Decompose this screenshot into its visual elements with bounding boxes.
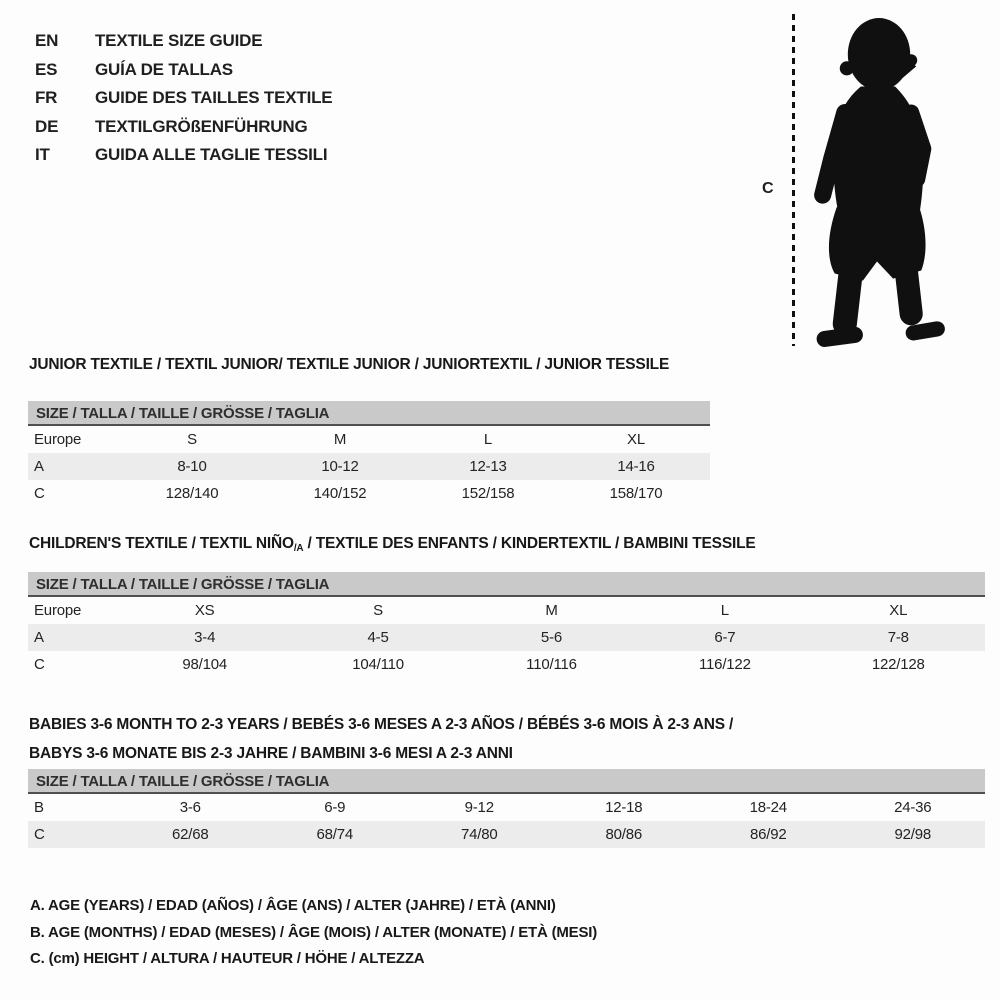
size-cell: 86/92 <box>696 821 841 848</box>
size-cell: XL <box>627 431 645 448</box>
babies-section-title <box>29 710 829 768</box>
children-size-table <box>28 572 985 678</box>
footnotes <box>30 893 597 973</box>
junior-section-title: JUNIOR TEXTILE / TEXTIL JUNIOR/ TEXTILE JUNIOR / JUNIORTEXTIL / JUNIOR TESSILE <box>29 356 670 373</box>
size-cell: 62/68 <box>118 821 263 848</box>
children-table <box>28 597 985 678</box>
language-code-en: EN <box>35 31 59 50</box>
children-title-rest: / TEXTILE DES ENFANTS / KINDERTEXTIL / BAMBINI TESSILE <box>303 535 756 552</box>
children-section-title <box>29 535 755 555</box>
size-cell: 12-13 <box>414 453 562 480</box>
babies-row-height <box>28 821 985 848</box>
guide-title-fr: GUIDE DES TAILLES TEXTILE <box>95 88 333 107</box>
size-cell: S <box>187 431 197 448</box>
babies-row-age <box>28 794 985 821</box>
row-label: A <box>28 624 118 651</box>
guide-title-it: GUIDA ALLE TAGLIE TESSILI <box>95 145 328 164</box>
row-label: Europe <box>34 431 82 448</box>
size-cell: 128/140 <box>165 485 219 502</box>
junior-table <box>28 426 710 507</box>
size-cell: 5-6 <box>465 624 638 651</box>
junior-row-europe <box>28 426 710 453</box>
size-cell: 4-5 <box>291 624 464 651</box>
footnote-c: C. (cm) HEIGHT / ALTURA / HAUTEUR / HÖHE / ALTEZZA <box>30 950 425 967</box>
junior-row-age <box>28 453 710 480</box>
size-cell: 14-16 <box>562 453 710 480</box>
size-cell: M <box>545 602 558 619</box>
row-label: A <box>28 453 118 480</box>
junior-size-table <box>28 401 710 507</box>
size-cell: 158/170 <box>609 485 663 502</box>
language-code-es: ES <box>35 59 58 79</box>
height-measure-label: C <box>762 180 774 197</box>
height-dashed-line <box>792 14 795 346</box>
size-cell: 122/128 <box>871 656 925 673</box>
size-cell: 6-9 <box>324 799 346 816</box>
size-cell: 104/110 <box>352 656 404 673</box>
row-label: C <box>28 821 118 848</box>
babies-table <box>28 794 985 848</box>
children-row-europe <box>28 597 985 624</box>
size-cell: L <box>720 602 729 619</box>
footnote-a: A. AGE (YEARS) / EDAD (AÑOS) / ÂGE (ANS) / ALTER (JAHRE) / ETÀ (ANNI) <box>30 897 556 914</box>
size-cell: 80/86 <box>552 821 697 848</box>
size-cell: M <box>333 431 347 448</box>
babies-size-header-bar: SIZE / TALLA / TAILLE / GRÖSSE / TAGLIA <box>28 769 985 794</box>
babies-title-line1: BABIES 3-6 MONTH TO 2-3 YEARS / BEBÉS 3-6 MESES A 2-3 AÑOS / BÉBÉS 3-6 MOIS À 2-3 ANS / <box>29 716 734 733</box>
language-title-list <box>35 27 332 170</box>
size-cell: 92/98 <box>841 821 986 848</box>
size-cell: 8-10 <box>118 453 266 480</box>
children-row-age <box>28 624 985 651</box>
junior-row-height <box>28 480 710 507</box>
size-cell: 3-4 <box>118 624 291 651</box>
row-label: C <box>34 485 45 502</box>
children-size-header-bar: SIZE / TALLA / TAILLE / GRÖSSE / TAGLIA <box>28 572 985 597</box>
size-cell: 98/104 <box>182 656 228 673</box>
children-row-height <box>28 651 985 678</box>
row-label: B <box>34 799 44 816</box>
guide-title-en: TEXTILE SIZE GUIDE <box>95 31 263 50</box>
toddler-silhouette-icon <box>798 8 960 350</box>
junior-size-header-bar: SIZE / TALLA / TAILLE / GRÖSSE / TAGLIA <box>28 401 710 426</box>
language-code-it: IT <box>35 145 50 164</box>
row-label: Europe <box>34 602 82 619</box>
guide-title-es: GUÍA DE TALLAS <box>95 59 233 79</box>
guide-title-de: TEXTILGRÖßENFÜHRUNG <box>95 116 308 136</box>
size-cell: 3-6 <box>179 799 201 816</box>
size-cell: 152/158 <box>461 485 515 502</box>
babies-size-table <box>28 769 985 848</box>
size-cell: 12-18 <box>605 799 643 816</box>
size-cell: 6-7 <box>638 624 811 651</box>
babies-title-line2: BABYS 3-6 MONATE BIS 2-3 JAHRE / BAMBINI 3-6 MESI A 2-3 ANNI <box>29 745 513 762</box>
children-title-sub: /A <box>293 543 304 554</box>
size-cell: 9-12 <box>464 799 494 816</box>
size-cell: S <box>373 602 383 619</box>
size-cell: 7-8 <box>812 624 985 651</box>
children-title-main: CHILDREN'S TEXTILE / TEXTIL NIÑO <box>29 535 294 552</box>
size-cell: 116/122 <box>699 656 751 673</box>
size-cell: 24-36 <box>894 799 932 816</box>
size-cell: L <box>483 431 493 448</box>
size-cell: 140/152 <box>313 485 367 502</box>
footnote-b: B. AGE (MONTHS) / EDAD (MESES) / ÂGE (MOIS) / ALTER (MONATE) / ETÀ (MESI) <box>30 923 598 941</box>
size-cell: 18-24 <box>749 799 787 816</box>
language-code-fr: FR <box>35 88 58 107</box>
size-cell: 74/80 <box>407 821 552 848</box>
size-cell: 10-12 <box>266 453 414 480</box>
size-cell: XL <box>889 602 908 619</box>
size-cell: 68/74 <box>263 821 408 848</box>
row-label: C <box>34 656 45 673</box>
size-cell: 110/116 <box>526 656 577 673</box>
size-cell: XS <box>194 602 215 619</box>
language-code-de: DE <box>35 116 59 136</box>
